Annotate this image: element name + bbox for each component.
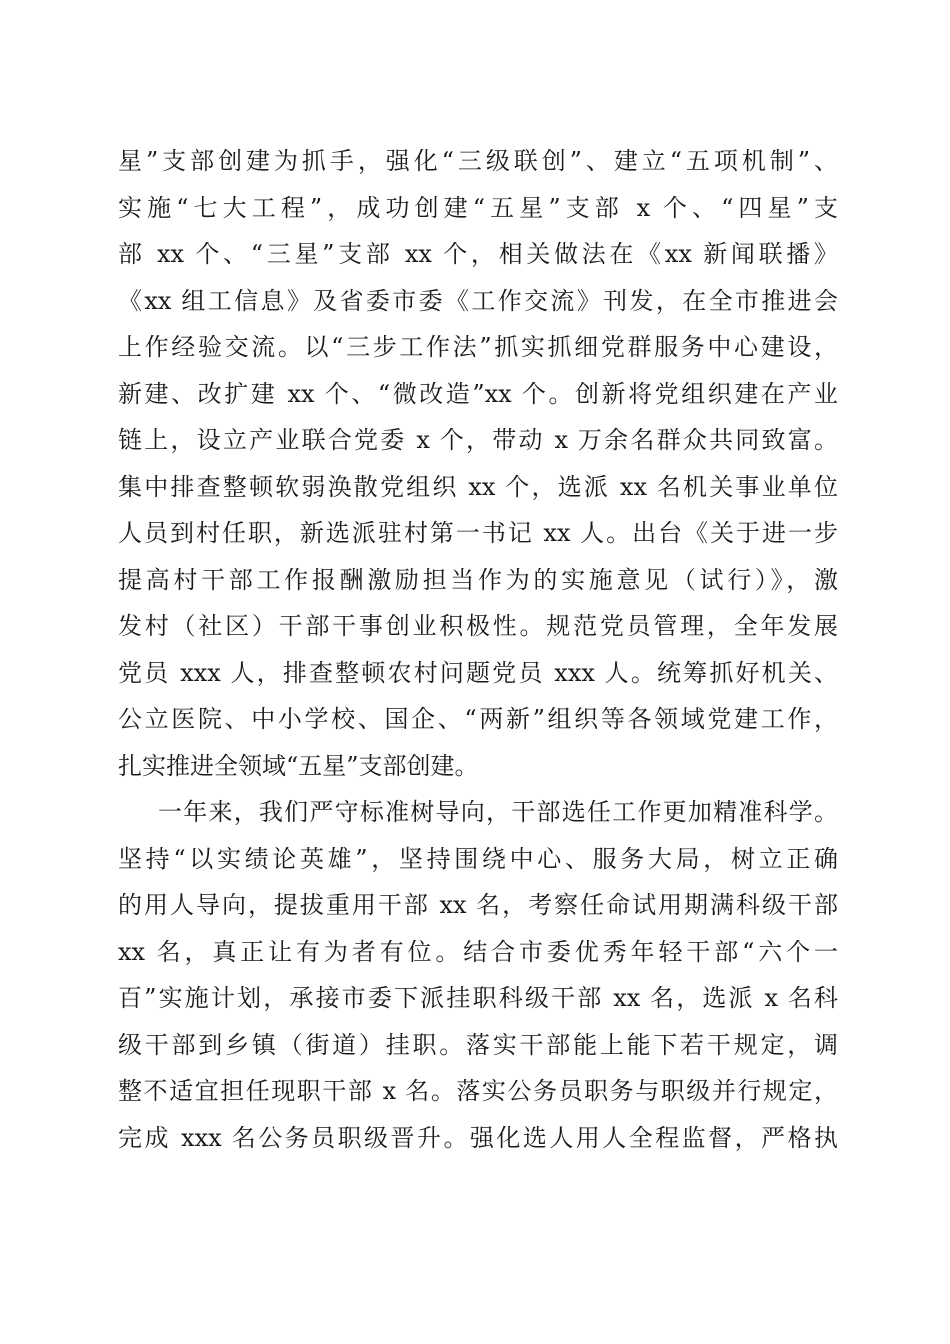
body-text (118, 138, 838, 1161)
text-line: xx 名，真正让有为者有位。结合市委优秀年轻干部“六个一 (118, 937, 838, 966)
paragraph-2 (118, 789, 838, 1161)
text-line: 坚持“以实绩论英雄”，坚持围绕中心、服务大局，树立正确 (118, 844, 838, 873)
text-line: 人员到村任职，新选派驻村第一书记 xx 人。出台《关于进一步 (118, 519, 838, 547)
text-line: 链上，设立产业联合党委 x 个，带动 x 万余名群众共同致富。 (118, 426, 838, 454)
text-line: 百”实施计划，承接市委下派挂职科级干部 xx 名，选派 x 名科 (118, 984, 838, 1012)
text-line: 部 xx 个、“三星”支部 xx 个，相关做法在《xx 新闻联播》 (118, 240, 838, 268)
paragraph-1 (118, 138, 838, 789)
text-line: 提高村干部工作报酬激励担当作为的实施意见（试行）》，激 (118, 565, 838, 594)
text-line: 上作经验交流。以“三步工作法”抓实抓细党群服务中心建设， (118, 333, 838, 361)
text-line: 整不适宜担任现职干部 x 名。落实公务员职务与职级并行规定， (118, 1077, 838, 1105)
text-line: 集中排查整顿软弱涣散党组织 xx 个，选派 xx 名机关事业单位 (118, 472, 838, 501)
text-line: 的用人导向，提拔重用干部 xx 名，考察任命试用期满科级干部 (118, 891, 838, 919)
text-line: 星”支部创建为抓手，强化“三级联创”、建立“五项机制”、 (118, 147, 838, 175)
text-line: 一年来，我们严守标准树导向，干部选任工作更加精准科学。 (158, 798, 838, 826)
text-line: 公立医院、中小学校、国企、“两新”组织等各领域党建工作， (118, 705, 838, 733)
text-line: 实施“七大工程”，成功创建“五星”支部 x 个、“四星”支 (118, 193, 838, 222)
text-line: 党员 xxx 人，排查整顿农村问题党员 xxx 人。统筹抓好机关、 (118, 658, 838, 687)
text-line: 新建、改扩建 xx 个、“微改造”xx 个。创新将党组织建在产业 (118, 379, 838, 408)
text-line: 完成 xxx 名公务员职级晋升。强化选人用人全程监督，严格执 (118, 1123, 838, 1152)
text-line: 级干部到乡镇（街道）挂职。落实干部能上能下若干规定，调 (118, 1030, 838, 1059)
text-line: 发村（社区）干部干事创业积极性。规范党员管理，全年发展 (118, 612, 838, 640)
text-line: 扎实推进全领域“五星”支部创建。 (118, 751, 479, 780)
text-line: 《xx 组工信息》及省委市委《工作交流》刊发，在全市推进会 (118, 286, 838, 315)
